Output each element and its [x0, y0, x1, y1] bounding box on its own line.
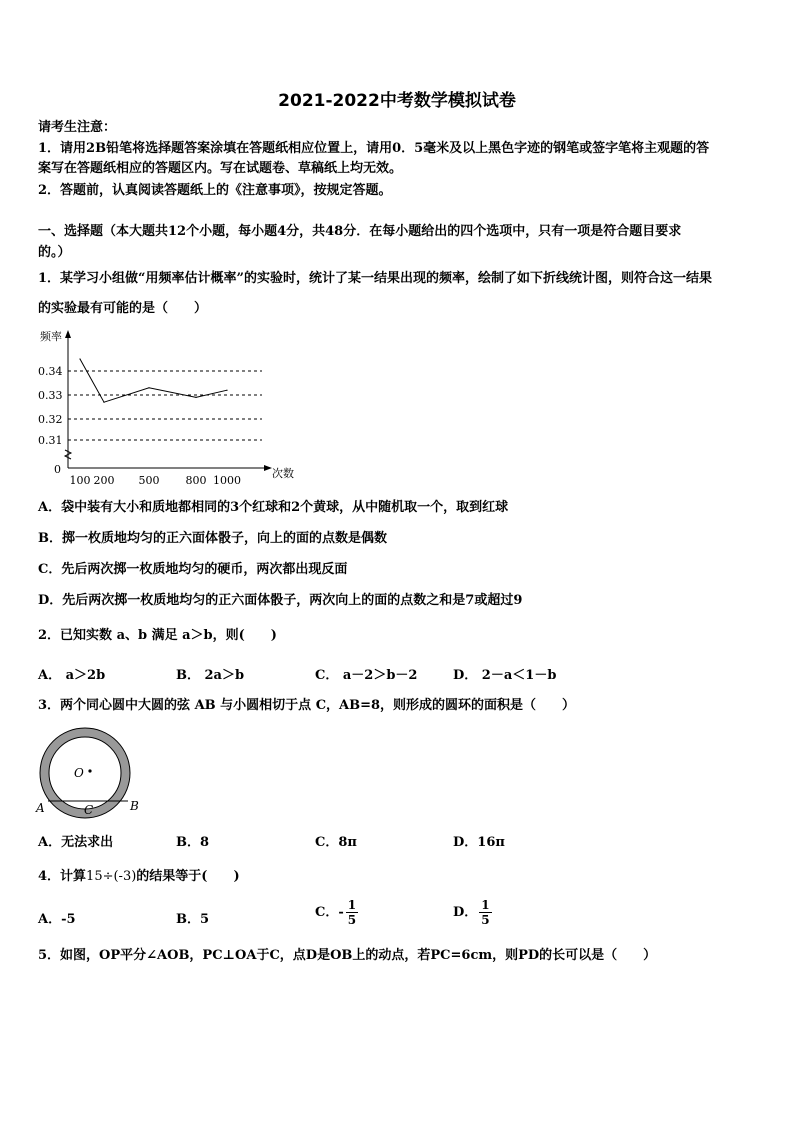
- notice-heading: 请考生注意：: [38, 120, 117, 135]
- q3-concentric-circles-figure: [34, 726, 144, 826]
- q1-option-c: C．先后两次掷一枚质地均匀的硬币，两次都出现反面: [38, 562, 348, 577]
- q2-option-b: B． 2a＞b: [176, 668, 245, 683]
- q2-option-d: D． 2－a＜1－b: [453, 668, 557, 683]
- fraction-denominator: 5: [481, 913, 490, 927]
- q4-option-d: [453, 898, 494, 927]
- q1-frequency-chart: [36, 326, 296, 486]
- y-axis-break: [65, 450, 71, 459]
- x-tick-label: 100: [69, 474, 91, 486]
- q4-option-b: B．5: [176, 912, 210, 927]
- y-zero-label: 0: [54, 463, 61, 476]
- x-axis-arrow: [264, 465, 272, 471]
- q3-option-b: B．8: [176, 835, 210, 850]
- x-tick-label: 800: [185, 474, 207, 486]
- data-point: [79, 358, 80, 359]
- q1-option-a: A．袋中装有大小和质地都相同的3个红球和2个黄球，从中随机取一个，取到红球: [38, 500, 509, 515]
- q4-option-c: [315, 898, 360, 927]
- y-tick-label: 0.34: [38, 365, 63, 378]
- x-tick-label: 200: [93, 474, 115, 486]
- y-axis-arrow: [65, 330, 71, 338]
- q4-option-c-fraction: [346, 898, 358, 927]
- fraction-numerator: 1: [347, 898, 357, 912]
- inner-circle: [49, 737, 121, 809]
- q1-stem-line-2: 的实验最有可能的是（ ）: [38, 301, 208, 316]
- data-point: [148, 387, 149, 388]
- q1-stem-line-1: 1．某学习小组做“用频率估计概率”的实验时，统计了某一结果出现的频率，绘制了如下折线统计图，则符合这一结果: [38, 271, 713, 286]
- label-c: C: [84, 803, 94, 817]
- section-heading-line-2: 的。）: [38, 245, 71, 260]
- q5-stem: 5．如图，OP平分∠AOB，PC⊥OA于C，点D是OB上的动点，若PC=6cm，则PD的长可以是（ ）: [38, 948, 657, 963]
- q2-option-a: A． a＞2b: [38, 668, 106, 683]
- fraction-numerator: 1: [481, 898, 490, 912]
- label-b: B: [130, 799, 139, 813]
- data-point: [226, 390, 227, 391]
- q3-stem: 3．两个同心圆中大圆的弦 AB 与小圆相切于点 C，AB=8，则形成的圆环的面积是（ ）: [38, 698, 576, 713]
- q3-option-d: D．16π: [453, 835, 505, 850]
- y-tick-label: 0.31: [38, 434, 63, 447]
- section-heading-line-1: 一、选择题（本大题共12个小题，每小题4分，共48分．在每小题给出的四个选项中，只有一项是符合题目要求: [38, 224, 682, 239]
- y-axis-label: 频率: [40, 330, 62, 343]
- y-tick-label: 0.32: [38, 413, 63, 426]
- page-title: 2021-2022中考数学模拟试卷: [278, 91, 516, 111]
- frequency-line: [80, 359, 227, 402]
- notice-line-2: 2．答题前，认真阅读答题纸上的《注意事项》，按规定答题。: [38, 183, 392, 198]
- q4-stem-suffix: 的结果等于( ): [136, 869, 240, 884]
- notice-line-1b: 案写在答题纸相应的答题区内。写在试题卷、草稿纸上均无效。: [38, 161, 403, 176]
- q4-option-c-prefix: C．-: [315, 905, 344, 920]
- q3-option-a: A．无法求出: [38, 835, 114, 850]
- notice-line-1a: 1．请用2B铅笔将选择题答案涂填在答题纸相应位置上，请用0．5毫米及以上黑色字迹的钢笔或签字笔将主观题的答: [38, 141, 710, 156]
- q4-stem-prefix: 4．计算: [38, 869, 87, 884]
- q4-expression: 15÷(-3): [86, 869, 137, 884]
- x-tick-label: 1000: [213, 474, 241, 486]
- x-axis-label: 次数: [272, 467, 294, 480]
- label-a: A: [36, 801, 45, 815]
- q4-option-d-fraction: [479, 898, 491, 927]
- q2-option-c: C． a－2＞b－2: [315, 668, 418, 683]
- data-point: [195, 397, 196, 398]
- x-tick-label: 500: [138, 474, 160, 486]
- q1-option-d: D．先后两次掷一枚质地均匀的正六面体骰子，两次向上的面的点数之和是7或超过9: [38, 593, 523, 608]
- center-point: [88, 769, 91, 772]
- q3-option-c: C．8π: [315, 835, 357, 850]
- fraction-denominator: 5: [347, 913, 357, 927]
- q2-stem: 2．已知实数 a、b 满足 a＞b，则( ): [38, 628, 277, 643]
- q4-option-d-prefix: D．: [453, 905, 478, 920]
- y-tick-label: 0.33: [38, 389, 63, 402]
- label-o: O: [74, 766, 84, 780]
- q4-stem: [38, 867, 760, 887]
- q1-option-b: B．掷一枚质地均匀的正六面体骰子，向上的面的点数是偶数: [38, 531, 387, 546]
- data-point: [103, 402, 104, 403]
- q4-option-a: A．-5: [38, 912, 76, 927]
